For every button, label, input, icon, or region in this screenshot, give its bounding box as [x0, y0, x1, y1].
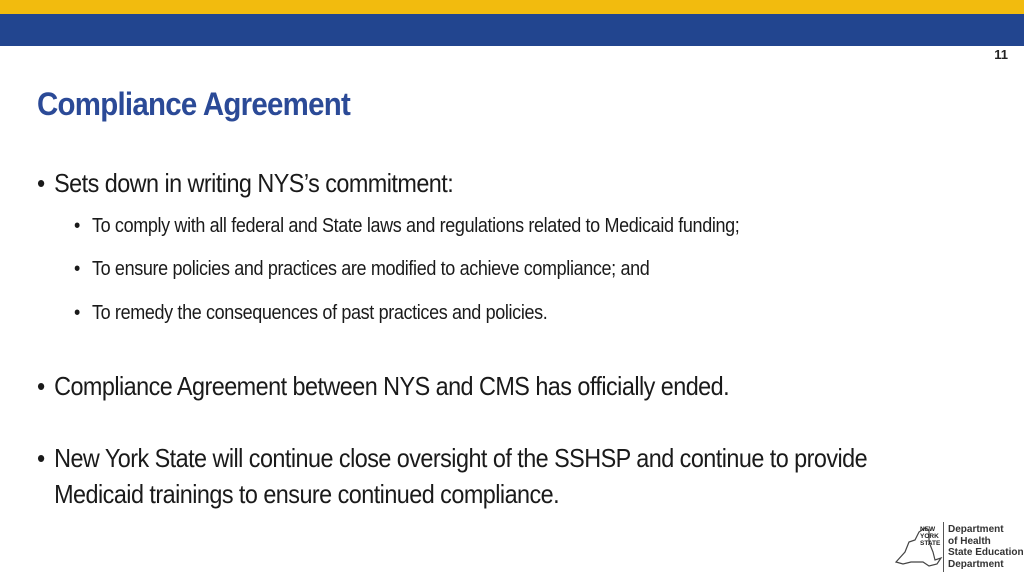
top-gold-band: [0, 0, 1024, 14]
ny-state-mark: NEW YORK STATE: [920, 526, 941, 547]
bullet-oversight: [37, 440, 954, 512]
bullet-list: [37, 165, 987, 512]
sub-bullet-comply: • To comply with all federal and State laws and regulations related to Medicaid funding;: [74, 212, 896, 240]
logo-line-of-health: of Health: [948, 535, 991, 547]
bullet-oversight-line-1: • New York State will continue close oversight of the SSHSP and continue to provide: [54, 443, 868, 473]
sub-bullet-ensure: • To ensure policies and practices are modified to achieve compliance; and: [74, 255, 896, 283]
nys-logo: [893, 520, 1023, 574]
slide-title: Compliance Agreement: [37, 86, 351, 122]
bullet-agreement-ended: • Compliance Agreement between NYS and CMS has officially ended.: [37, 368, 892, 404]
logo-line-department: Department: [948, 524, 1004, 535]
logo-line-department-2: Department: [948, 558, 1004, 570]
bullet-oversight-line-2: Medicaid trainings to ensure continued compliance.: [54, 479, 560, 509]
logo-line-state-education: State Education: [948, 547, 1024, 558]
sub-bullet-remedy: • To remedy the consequences of past practices and policies.: [74, 299, 896, 327]
logo-divider: [943, 522, 944, 572]
department-names: [948, 524, 1024, 570]
page-number: 11: [994, 47, 1008, 62]
bullet-commitment: • Sets down in writing NYS’s commitment:: [37, 165, 892, 201]
top-blue-band: [0, 14, 1024, 46]
